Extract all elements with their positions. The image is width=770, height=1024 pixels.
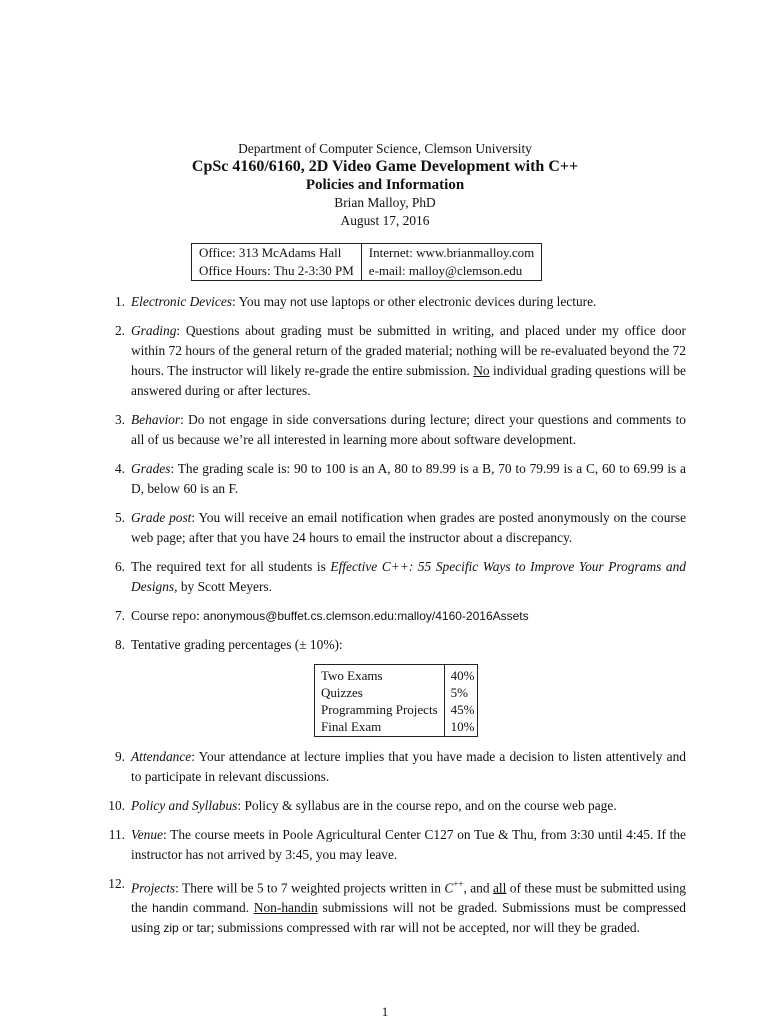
grade-percentage: 40% [444, 665, 478, 685]
format-tar: tar [196, 921, 211, 936]
emphasis-non-handin: Non-handin [253, 900, 318, 916]
document-header [0, 140, 770, 230]
item-text: : The grading scale is: 90 to 100 is an A, 80 to 89.99 is a B, 70 to 79.99 is a C, 60 to 69.99 is a D, below 60 is an F. [131, 461, 686, 496]
item-number: 7. [114, 608, 125, 623]
item-text: : Policy & syllabus are in the course repo, and on the course web page. [237, 798, 617, 813]
policy-item-grade-post [106, 508, 686, 548]
item-label: Policy and Syllabus [131, 798, 238, 813]
grade-component: Quizzes [315, 684, 445, 701]
item-number: 8. [114, 637, 125, 652]
emphasis-all: all [492, 880, 507, 896]
emphasis-no: No [473, 363, 490, 378]
office-location: Office: 313 McAdams Hall [192, 244, 362, 263]
item-text: or [178, 920, 197, 936]
item-text: : You will receive an email notification when grades are posted anonymously on the course web page; after that you have 24 hours to email the instructor about a discrepancy. [131, 510, 687, 545]
policy-item-grades [106, 459, 686, 499]
item-number: 6. [114, 559, 125, 574]
policy-list [106, 292, 686, 947]
item-text: command. [188, 900, 254, 916]
item-number: 5. [114, 510, 125, 525]
item-text: : There will be 5 to 7 weighted projects written in [175, 880, 445, 896]
item-label: Grading [131, 323, 177, 338]
item-number: 10. [108, 798, 125, 813]
page-number: 1 [381, 1004, 389, 1019]
email: e-mail: malloy@clemson.edu [361, 262, 541, 281]
item-label: Venue [131, 827, 163, 842]
policy-item-required-text [106, 557, 686, 597]
policy-item-grading [106, 321, 686, 401]
item-number: 12. [108, 876, 125, 891]
command-handin: handin [152, 901, 189, 916]
contact-info-table [191, 243, 542, 281]
item-text: individual grading questions will be answered during or after lectures. [131, 363, 686, 398]
format-rar: rar [380, 921, 395, 936]
item-text: : Questions about grading must be submitted in writing, and placed under my office door within 72 hours of the general return of the graded material; nothing will be re-evaluated beyond the 72 hours. The instructor will likely re-grade the entire submission. [131, 323, 686, 378]
item-text: : The course meets in Poole Agricultural Center C127 on Tue & Thu, from 3:30 until 4:45. If the instructor has not arrived by 3:45, you may leave. [131, 827, 686, 862]
language-c: C [444, 880, 454, 896]
item-text: Course repo: [131, 608, 204, 623]
document-date: August 17, 2016 [340, 213, 430, 228]
table-row [315, 665, 478, 685]
item-text: : You may [232, 294, 291, 309]
grade-percentage: 45% [444, 701, 478, 718]
course-title: CpSc 4160/6160, 2D Video Game Development with C++ [191, 158, 579, 175]
office-hours: Office Hours: Thu 2-3:30 PM [192, 262, 362, 281]
item-text: will not be accepted, nor will they be graded. [394, 920, 640, 936]
item-number: 4. [114, 461, 125, 476]
policy-item-policy-syllabus [106, 796, 686, 816]
item-number: 11. [108, 827, 125, 842]
website: Internet: www.brianmalloy.com [361, 244, 541, 263]
item-text: : Your attendance at lecture implies that you have made a decision to listen attentively and to participate in relevant discussions. [131, 749, 686, 784]
format-zip: zip [163, 921, 179, 936]
item-text: Tentative grading percentages (± 10%): [131, 637, 343, 652]
item-number: 9. [114, 749, 125, 764]
item-number: 2. [114, 323, 125, 338]
item-label: Attendance [131, 749, 192, 764]
table-row [315, 684, 478, 701]
grade-component: Programming Projects [315, 701, 445, 718]
policy-item-projects [106, 874, 686, 938]
table-row [315, 701, 478, 718]
item-label: Electronic Devices [131, 294, 232, 309]
policy-item-behavior [106, 410, 686, 450]
item-label: Grades [131, 461, 171, 476]
policy-item-attendance [106, 747, 686, 787]
department: Department of Computer Science, Clemson University [238, 141, 532, 156]
item-text: , by Scott Meyers. [174, 579, 272, 594]
item-number: 3. [114, 412, 125, 427]
item-label: Projects [131, 880, 176, 896]
policy-item-course-repo [106, 606, 686, 626]
item-label: Grade post [131, 510, 192, 525]
grading-table [314, 664, 478, 737]
emphasis-not: not [290, 295, 307, 309]
policy-item-grading-percentages [106, 635, 686, 737]
item-label: Behavior [131, 412, 181, 427]
item-text: The required text for all students is [131, 559, 331, 574]
book-title: Effective C++: 55 Specific Ways to Improve Your Programs and Designs [131, 559, 686, 594]
item-number: 1. [114, 294, 125, 309]
policy-item-venue [106, 825, 686, 865]
item-text: : Do not engage in side conversations during lecture; direct your questions and comments to all of us because we’re all interested in learning more about software development. [131, 412, 686, 447]
grade-percentage: 5% [444, 684, 478, 701]
language-plusplus: ++ [453, 879, 464, 889]
item-text: , and [463, 880, 493, 896]
grade-percentage: 10% [444, 718, 478, 737]
item-text: submissions will not be graded. Submissions must be compressed using [131, 900, 686, 936]
instructor-name: Brian Malloy, PhD [334, 195, 436, 210]
grade-component: Final Exam [315, 718, 445, 737]
policy-item-electronic-devices [106, 292, 686, 312]
grade-component: Two Exams [315, 665, 445, 685]
table-row [315, 718, 478, 737]
repo-path: anonymous@buffet.cs.clemson.edu:malloy/4160-2016Assets [203, 609, 529, 623]
item-text: of these must be submitted using the [131, 880, 686, 916]
item-text: ; submissions compressed with [210, 920, 381, 936]
document-subtitle: Policies and Information [305, 177, 465, 193]
item-text: use laptops or other electronic devices during lecture. [306, 294, 597, 309]
